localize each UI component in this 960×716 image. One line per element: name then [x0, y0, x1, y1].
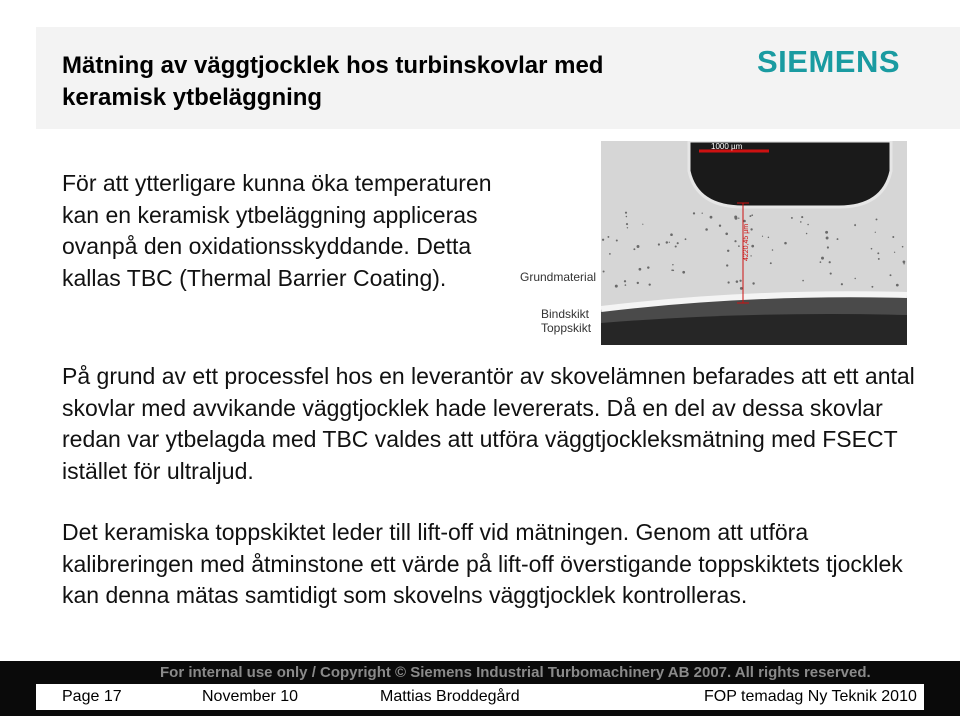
- intro-text: För att ytterligare kunna öka temperaturen kan en keramisk ytbeläggning appliceras ovanpå den oxidationsskyddande. Detta kallas TBC (Thermal Barrier Coating).: [62, 170, 492, 291]
- thickness-label: 4220,45 µm: [743, 223, 750, 261]
- footer-date: November 10: [202, 688, 299, 705]
- footer-author: Mattias Broddegård: [380, 688, 520, 705]
- page-number: Page 17: [62, 688, 122, 705]
- scale-bar-label: 1000 µm: [711, 142, 743, 151]
- paragraph-lift-off: Det keramiska toppskiktet leder till lift-off vid mätningen. Genom att utföra kalibreringen med åtminstone ett värde på lift-off överstigande toppskiktets tjocklek kan denna mätas samtidigt som skovelns väggtjocklek kontrolleras.: [62, 519, 903, 608]
- label-toppskikt: Toppskikt: [541, 321, 592, 335]
- micrograph-image: [601, 141, 907, 345]
- copyright-notice: For internal use only / Copyright © Siemens Industrial Turbomachinery AB 2007. All rights reserved.: [160, 664, 871, 681]
- label-grundmaterial: Grundmaterial: [520, 270, 597, 284]
- footer-event: FOP temadag Ny Teknik 2010: [704, 688, 917, 705]
- siemens-logo: SIEMENS: [757, 44, 901, 79]
- paragraph-process-error: På grund av ett processfel hos en leverantör av skovelämnen befarades att ett antal skovlar med avvikande väggtjocklek hade levererats. Då en del av dessa skovlar redan var ytbelagda med TBC valdes att utföra väggtjockleksmätning med FSECT istället för ultraljud.: [62, 363, 915, 484]
- label-bindskikt: Bindskikt: [541, 307, 590, 321]
- slide-title: Mätning av väggtjocklek hos turbinskovlar med keramisk ytbeläggning: [62, 52, 604, 111]
